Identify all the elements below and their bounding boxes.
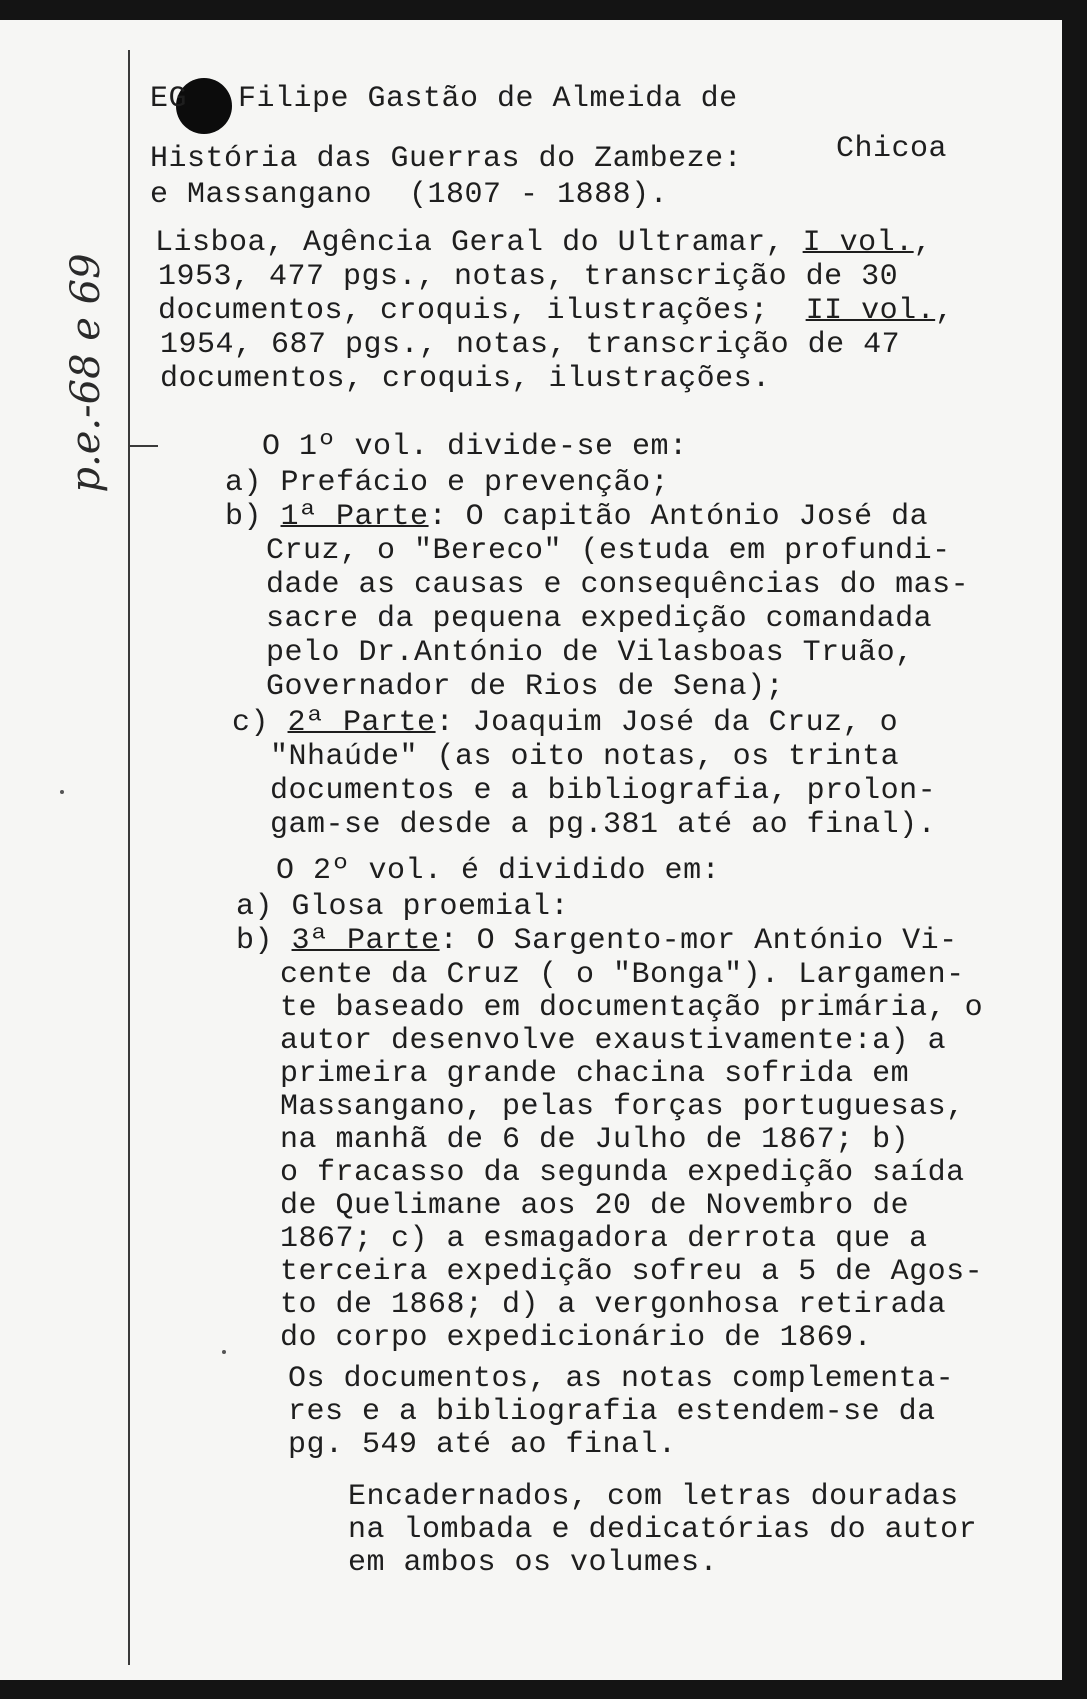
vol1-item-c-line: gam-se desde a pg.381 até ao final). [270, 808, 937, 842]
title-line-2: e Massangano (1807 - 1888). [150, 178, 669, 212]
vol2-notes-line: res e a bibliografia estendem-se da [288, 1395, 936, 1429]
vol1-item-b-line: dade as causas e consequências do mas- [266, 568, 970, 602]
vol2-item-b-line: na manhã de 6 de Julho de 1867; b) [280, 1123, 910, 1157]
author-prefix: EG [150, 82, 188, 116]
vol2-item-b-line: de Quelimane aos 20 de Novembro de [280, 1189, 910, 1223]
vol1-item-b-line: pelo Dr.António de Vilasboas Truão, [266, 636, 914, 670]
speck [60, 790, 64, 794]
author-name: Filipe Gastão de Almeida de [238, 82, 738, 116]
binding-note-line: em ambos os volumes. [348, 1546, 719, 1580]
vol2-item-b-line: autor desenvolve exaustivamente:a) a [280, 1024, 947, 1058]
vol1-item-b-line: Cruz, o "Bereco" (estuda em profundi- [266, 534, 951, 568]
margin-tick [128, 445, 158, 447]
vol1-item-b-line: Governador de Rios de Sena); [266, 670, 785, 704]
volume-2-label: II vol. [805, 294, 936, 328]
part-2-label: 2ª Parte [287, 706, 436, 740]
title-line-1-end: Chicoa [836, 132, 948, 166]
part-1-label: 1ª Parte [280, 500, 429, 534]
vol2-item-b-line: terceira expedição sofreu a 5 de Agos- [280, 1255, 984, 1289]
binding-note-line: Encadernados, com letras douradas [348, 1480, 959, 1514]
vol2-notes-line: pg. 549 até ao final. [288, 1428, 677, 1462]
vol2-item-a: a) Glosa proemial: [236, 890, 570, 924]
vol1-intro: O 1º vol. divide-se em: [262, 430, 688, 464]
vol2-item-b-line: do corpo expedicionário de 1869. [280, 1321, 873, 1355]
vol1-item-c-line: documentos e a bibliografia, prolon- [270, 774, 937, 808]
vol2-item-b-line: to de 1868; d) a vergonhosa retirada [280, 1288, 947, 1322]
publication-line-1: Lisboa, Agência Geral do Ultramar, I vol., [155, 226, 933, 260]
vol1-item-b: b) 1ª Parte: O capitão António José da [225, 500, 929, 534]
vol2-item-b-line: Massangano, pelas forças portuguesas, [280, 1090, 965, 1124]
title-line-1: História das Guerras do Zambeze: [150, 142, 743, 176]
margin-rule [128, 50, 130, 1665]
binding-note-line: na lombada e dedicatórias do autor [348, 1513, 978, 1547]
volume-1-label: I vol. [802, 226, 914, 260]
publication-line-4: 1954, 687 pgs., notas, transcrição de 47 [160, 328, 901, 362]
vol2-item-b-line: cente da Cruz ( o "Bonga"). Largamen- [280, 958, 965, 992]
document-page [0, 20, 1062, 1680]
vol1-item-a: a) Prefácio e prevenção; [225, 466, 670, 500]
vol2-intro: O 2º vol. é dividido em: [276, 854, 721, 888]
vol2-item-b-line: o fracasso da segunda expedição saída [280, 1156, 965, 1190]
vol1-item-b-line: sacre da pequena expedição comandada [266, 602, 933, 636]
vol2-item-b-line: te baseado em documentação primária, o [280, 991, 984, 1025]
vol1-item-c-line: "Nhaúde" (as oito notas, os trinta [270, 740, 900, 774]
speck [222, 1350, 226, 1354]
part-3-label: 3ª Parte [291, 924, 440, 958]
vol2-item-b-line: primeira grande chacina sofrida em [280, 1057, 910, 1091]
handwritten-shelfmark: p.e.-68 e 69 [63, 253, 109, 493]
vol1-item-c: c) 2ª Parte: Joaquim José da Cruz, o [232, 706, 899, 740]
publication-line-5: documentos, croquis, ilustrações. [160, 362, 771, 396]
vol2-notes-line: Os documentos, as notas complementa- [288, 1362, 955, 1396]
vol2-item-b-line: 1867; c) a esmagadora derrota que a [280, 1222, 928, 1256]
vol2-item-b: b) 3ª Parte: O Sargento-mor António Vi- [236, 924, 958, 958]
publication-line-2: 1953, 477 pgs., notas, transcrição de 30 [158, 260, 899, 294]
publication-line-3: documentos, croquis, ilustrações; II vol., [158, 294, 954, 328]
